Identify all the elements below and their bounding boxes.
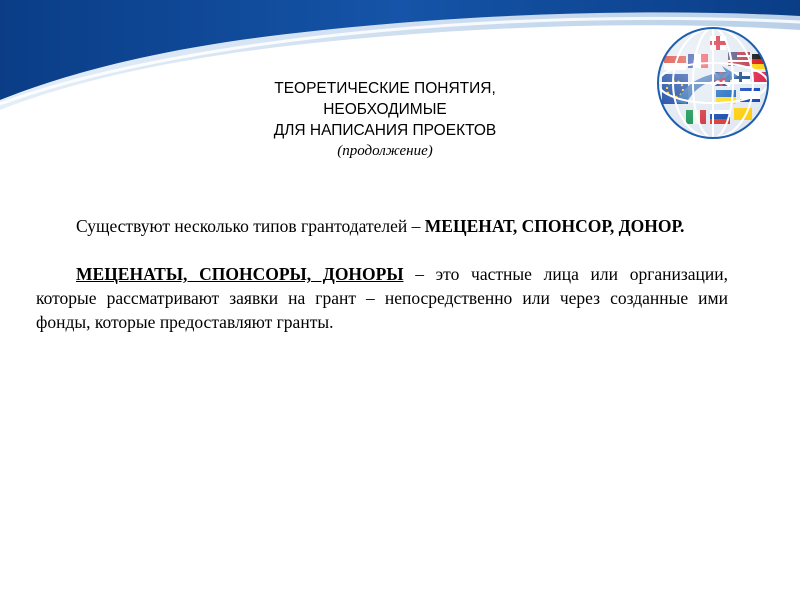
title-line-2: НЕОБХОДИМЫЕ: [323, 101, 447, 118]
paragraph-2-term: МЕЦЕНАТЫ, СПОНСОРЫ, ДОНОРЫ: [76, 264, 404, 284]
flag-globe-icon: [656, 26, 770, 140]
paragraph-2-text: – это частные лица или организации, которые рассматривают заявки на грант – непосредственно или через созданные ими фонды, которые предоставляют гранты.: [36, 264, 729, 332]
slide-body: [36, 214, 728, 358]
paragraph-grantor-types: [36, 214, 728, 238]
title-line-3: ДЛЯ НАПИСАНИЯ ПРОЕКТОВ: [273, 122, 497, 139]
slide-title: [190, 78, 580, 161]
paragraph-definition: [36, 262, 728, 334]
slide-subtitle: (продолжение): [337, 143, 433, 159]
paragraph-1-bold: МЕЦЕНАТ, СПОНСОР, ДОНОР.: [424, 216, 685, 236]
paragraph-1-text: Существуют несколько типов грантодателей –: [76, 216, 421, 236]
title-line-1: ТЕОРЕТИЧЕСКИЕ ПОНЯТИЯ,: [274, 80, 496, 97]
